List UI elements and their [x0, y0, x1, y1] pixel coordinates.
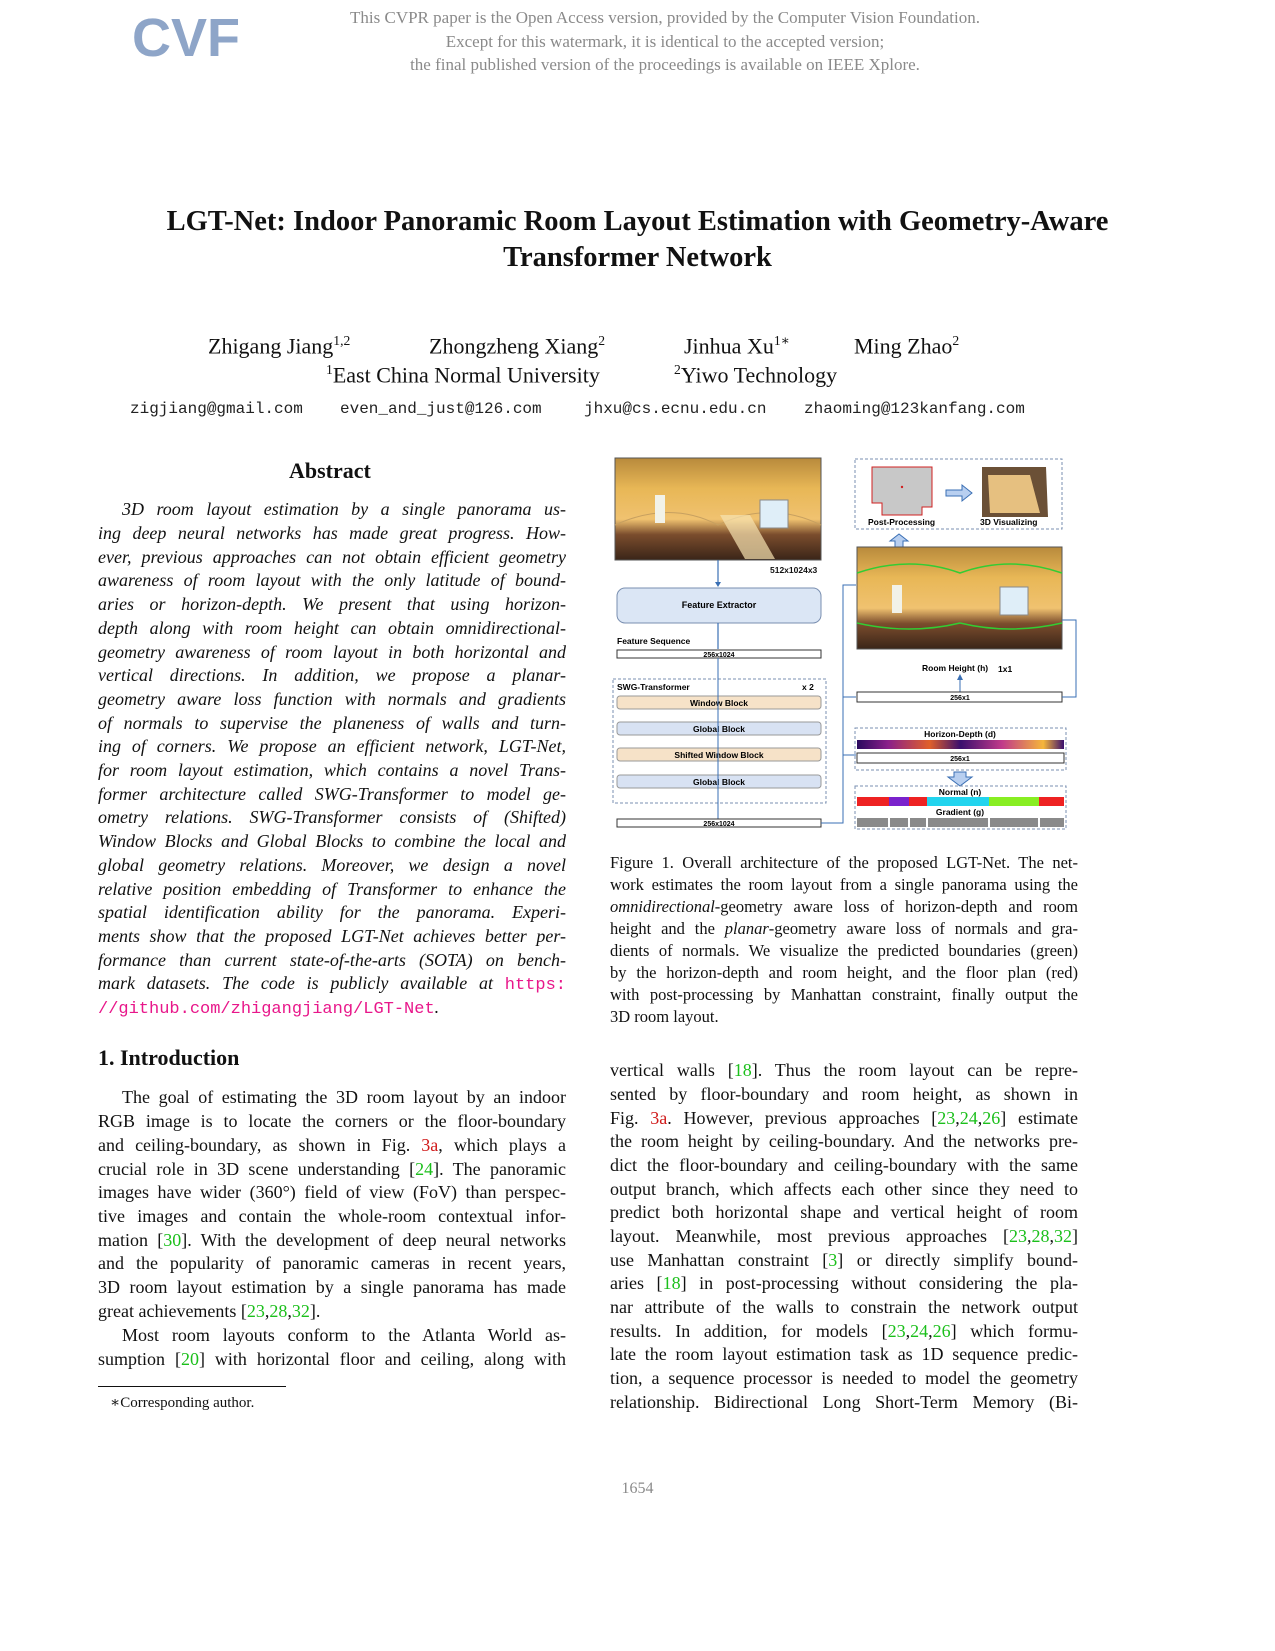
caption-italic: planar — [724, 919, 769, 938]
text-span: ] with horizontal floor and ceiling, along with — [198, 1349, 566, 1369]
text-span: ] in post-processing without considering the pla- — [680, 1273, 1078, 1293]
cvf-logo-text: CVF — [132, 8, 240, 68]
page-number: 1654 — [621, 1480, 654, 1497]
abstract-line: spatial identification ability for the panorama. Experi- — [98, 902, 566, 922]
visualizing-label: 3D Visualizing — [980, 517, 1038, 527]
body-line: sented by floor-boundary and room height, as shown in — [610, 1084, 1078, 1104]
abstract-line: ments show that the proposed LGT-Net achieves better per- — [98, 926, 566, 946]
paper-title — [60, 204, 1215, 276]
architecture-figure — [610, 455, 1080, 835]
author — [684, 333, 790, 359]
citation-link[interactable]: 26 — [932, 1321, 951, 1341]
text-span: and ceiling-boundary, as shown in Fig. — [98, 1135, 422, 1155]
normal-colorbar — [857, 797, 1064, 806]
text-span: use Manhattan constraint [ — [610, 1250, 829, 1270]
intro-line: images have wider (360°) field of view (FoV) than perspec- — [98, 1182, 566, 1202]
caption-text: -geometry aware loss of horizon-depth and room — [714, 897, 1078, 916]
figure-caption-line: with post-processing by Manhattan constraint, finally output the — [610, 985, 1078, 1004]
body-line — [610, 1058, 1078, 1082]
room-height-size-label: 1x1 — [998, 664, 1013, 674]
text-span: crucial role in 3D scene understanding [ — [98, 1159, 416, 1179]
abstract-line — [98, 971, 566, 995]
process-arrow — [946, 485, 972, 501]
text-span: vertical walls [ — [610, 1060, 734, 1080]
watermark-line: This CVPR paper is the Open Access version, provided by the Computer Vision Foundation. — [350, 8, 980, 27]
watermark — [240, 6, 1090, 77]
post-processing-label: Post-Processing — [868, 517, 936, 527]
text-span: ]. The panoramic — [433, 1159, 566, 1179]
body-line: nar attribute of the walls to constrain the network output — [610, 1297, 1078, 1317]
text-span: great achievements [ — [98, 1301, 247, 1321]
out-size-label: 256x1024 — [703, 821, 735, 828]
horizon-depth-label: Horizon-Depth (d) — [924, 729, 996, 739]
body-line: dict the floor-boundary and ceiling-boundary with the same — [610, 1155, 1078, 1175]
figure-caption-line: 3D room layout. — [610, 1007, 719, 1026]
citation-link[interactable]: 24 — [910, 1321, 929, 1341]
title-line: Transformer Network — [503, 242, 772, 273]
room-height-seq-label: 256x1 — [950, 695, 970, 702]
abstract-line-end: . — [434, 997, 440, 1017]
citation-link[interactable]: 32 — [1054, 1226, 1072, 1246]
body-line: output branch, which affects each other since they need to — [610, 1179, 1078, 1199]
horizon-depth-colorbar — [857, 740, 1064, 749]
abstract-line: Window Blocks and Global Blocks to combine the local and — [98, 831, 566, 851]
email: jhxu@cs.ecnu.edu.cn — [584, 400, 767, 418]
body-line: results. In addition, for models [23,24,26] which formu- — [610, 1321, 1078, 1341]
footnote-rule — [98, 1386, 286, 1387]
text-span: aries [ — [610, 1273, 663, 1293]
connector-line — [1062, 620, 1076, 697]
figure-ref-link[interactable]: 3a — [650, 1108, 668, 1128]
abstract-line: geometry aware loss function with normals and gradients — [98, 689, 566, 709]
citation-link[interactable]: 3 — [828, 1250, 838, 1270]
abstract-line: formance than current state-of-the-arts (SOTA) on bench- — [98, 950, 566, 970]
text-span: ]. — [309, 1301, 321, 1321]
abstract-line: former architecture called SWG-Transformer to model ge- — [98, 784, 566, 804]
body-line — [610, 1271, 1078, 1295]
intro-line: great achievements [23,28,32]. — [98, 1301, 321, 1321]
abstract-line-text: mark datasets. The code is publicly available at — [98, 973, 493, 993]
citation-link[interactable]: 24 — [959, 1108, 978, 1128]
citation-link[interactable]: 23 — [246, 1301, 265, 1321]
abstract-line: global geometry relations. Moreover, we design a novel — [98, 855, 566, 875]
intro-line: tive images and contain the whole-room contextual infor- — [98, 1206, 566, 1226]
text-span: ] or directly simplify bound- — [837, 1250, 1078, 1270]
figure-caption-line: dients of normals. We visualize the predicted boundaries (green) — [610, 941, 1078, 960]
caption-text: height and the — [610, 919, 725, 938]
output-panorama — [857, 547, 1062, 649]
intro-line — [98, 1157, 566, 1181]
author — [854, 333, 959, 359]
author-name: Zhigang Jiang — [208, 333, 334, 359]
abstract-line: 3D room layout estimation by a single panorama us- — [122, 499, 566, 519]
cvf-logo — [132, 8, 240, 70]
citation-link[interactable]: 23 — [937, 1108, 956, 1128]
intro-line — [98, 1133, 566, 1157]
email: even_and_just@126.com — [340, 400, 542, 418]
citation-link[interactable]: 28 — [269, 1301, 288, 1321]
intro-line: and the popularity of panoramic cameras in recent years, — [98, 1253, 566, 1273]
normal-label: Normal (n) — [938, 787, 982, 797]
intro-line: The goal of estimating the 3D room layout by an indoor — [122, 1087, 566, 1107]
abstract-line: ing deep neural networks has made great progress. How- — [98, 523, 566, 543]
up-arrow — [890, 534, 908, 547]
intro-line — [98, 1228, 566, 1252]
author-name: Jinhua Xu — [684, 333, 774, 359]
body-line: Fig. 3a. However, previous approaches [23,24,26] estimate — [610, 1108, 1078, 1128]
input-size-label: 512x1024x3 — [770, 565, 818, 575]
body-line — [610, 1248, 1078, 1272]
text-span: mation [ — [98, 1230, 164, 1250]
caption-text: -geometry aware loss of normals and gra- — [768, 919, 1078, 938]
affiliation — [674, 362, 837, 388]
intro-line: Most room layouts conform to the Atlanta World as- — [122, 1325, 566, 1345]
abstract-line: ometry relations. SWG-Transformer consists of (Shifted) — [98, 807, 566, 827]
room-height-label: Room Height (h) — [922, 663, 989, 673]
citation-link[interactable]: 23 — [1009, 1226, 1027, 1246]
citation-link[interactable]: 24 — [415, 1159, 434, 1179]
author-sup: 2 — [952, 333, 960, 348]
author — [429, 333, 605, 359]
title-line: LGT-Net: Indoor Panoramic Room Layout Estimation with Geometry-Aware — [166, 206, 1109, 237]
citation-link[interactable]: 32 — [291, 1301, 310, 1321]
abstract-line: ing of corners. We propose an efficient network, LGT-Net, — [98, 736, 566, 756]
citation-link[interactable]: 18 — [662, 1273, 681, 1293]
abstract-line: depth along with room height can obtain omnidirectional- — [98, 618, 566, 638]
flow-arrow-head — [715, 582, 721, 587]
figure-ref-link[interactable]: 3a — [421, 1135, 439, 1155]
author-sup: 1∗ — [773, 333, 790, 348]
code-url-link[interactable]: //github.com/zhigangjiang/LGT-Net — [98, 1000, 435, 1019]
body-line: the room height by ceiling-boundary. And the networks pre- — [610, 1131, 1078, 1151]
citation-link[interactable]: 26 — [982, 1108, 1001, 1128]
text-span: results. In addition, for models [ — [610, 1321, 888, 1341]
abstract-line: vertical directions. In addition, we propose a planar- — [98, 665, 566, 685]
intro-line: RGB image is to locate the corners or the floor-boundary — [98, 1111, 566, 1131]
text-span: ] estimate — [1000, 1108, 1078, 1128]
affiliation-name: East China Normal University — [332, 362, 600, 388]
citation-link[interactable]: 20 — [180, 1349, 199, 1369]
global-block-label: Global Block — [693, 777, 745, 787]
horizon-depth-seq-label: 256x1 — [950, 756, 970, 763]
abstract-heading: Abstract — [289, 458, 371, 483]
text-span: ]. Thus the room layout can be repre- — [751, 1060, 1078, 1080]
swg-repeat-label: x 2 — [802, 682, 814, 692]
swg-label: SWG-Transformer — [617, 682, 690, 692]
abstract-line: relative position embedding of Transformer to enhance the — [98, 879, 566, 899]
abstract-line: of normals to supervise the planeness of walls and turn- — [98, 713, 566, 733]
figure-caption-line — [610, 896, 1078, 918]
text-span: , which plays a — [438, 1135, 566, 1155]
camera-dot — [901, 486, 903, 488]
author-name: Zhongzheng Xiang — [429, 333, 599, 359]
gradient-label: Gradient (g) — [935, 807, 985, 817]
intro-heading: 1. Introduction — [98, 1045, 240, 1070]
abstract-line: ever, previous approaches can not obtain efficient geometry — [98, 547, 566, 567]
abstract-line: aries or horizon-depth. We present that using horizon- — [98, 594, 566, 614]
abstract-line — [98, 995, 439, 1022]
body-line: layout. Meanwhile, most previous approaches [23,28,32] — [610, 1226, 1078, 1246]
text-span: layout. Meanwhile, most previous approaches [ — [610, 1226, 1009, 1246]
author-sup: 1,2 — [333, 333, 351, 348]
window-block-label: Window Block — [689, 698, 749, 708]
text-span: ] which formu- — [950, 1321, 1078, 1341]
abstract-line: awareness of room layout with the only latitude of bound- — [98, 570, 566, 590]
affiliation — [326, 362, 600, 388]
global-block-label: Global Block — [693, 724, 745, 734]
figure-caption-line: Figure 1. Overall architecture of the proposed LGT-Net. The net- — [610, 853, 1078, 872]
text-span: Fig. — [610, 1108, 651, 1128]
footnote: ∗Corresponding author. — [110, 1395, 255, 1411]
text-span: ]. With the development of deep neural networks — [181, 1230, 566, 1250]
body-line: predict both horizontal shape and vertical height of room — [610, 1202, 1078, 1222]
intro-line — [98, 1347, 566, 1371]
intro-line: 3D room layout estimation by a single panorama has made — [98, 1277, 566, 1297]
caption-italic: omnidirectional — [610, 897, 715, 916]
figure-caption-line — [610, 918, 1078, 940]
body-line: tion, a sequence processor is needed to model the geometry — [610, 1368, 1078, 1388]
abstract-line: for room layout estimation, which contains a novel Trans- — [98, 760, 566, 780]
affiliation-name: Yiwo Technology — [680, 362, 838, 388]
author-sup: 2 — [598, 333, 606, 348]
author-name: Ming Zhao — [854, 333, 953, 359]
email: zigjiang@gmail.com — [130, 400, 303, 418]
body-line: relationship. Bidirectional Long Short-Term Memory (Bi- — [610, 1392, 1078, 1412]
author — [208, 333, 350, 359]
down-arrow — [948, 772, 972, 786]
feature-sequence-label: Feature Sequence — [617, 636, 691, 646]
text-span: ] — [1072, 1226, 1078, 1246]
email: zhaoming@123kanfang.com — [804, 400, 1025, 418]
citation-link[interactable]: 28 — [1031, 1226, 1050, 1246]
feature-extractor-label: Feature Extractor — [681, 600, 757, 610]
flow-arrow-head — [957, 674, 963, 680]
gradient-colorbar — [857, 818, 1064, 827]
abstract-line: geometry awareness of room layout in both horizontal and — [98, 642, 566, 662]
affiliation-sup: 2 — [674, 362, 681, 377]
watermark-line: the final published version of the proceedings is available on IEEE Xplore. — [410, 55, 920, 74]
citation-link[interactable]: 23 — [887, 1321, 906, 1341]
text-span: sumption [ — [98, 1349, 181, 1369]
affiliation-sup: 1 — [326, 362, 333, 377]
body-line: late the room layout estimation task as 1D sequence predic- — [610, 1344, 1078, 1364]
citation-link[interactable]: 30 — [163, 1230, 182, 1250]
seq-size-label: 256x1024 — [703, 652, 735, 659]
text-span: . However, previous approaches [ — [667, 1108, 938, 1128]
figure-caption-line: work estimates the room layout from a single panorama using the — [610, 875, 1078, 894]
figure-caption-line: by the horizon-depth and room height, and the floor plan (red) — [610, 963, 1078, 982]
citation-link[interactable]: 18 — [733, 1060, 752, 1080]
code-url-link[interactable]: https: — [504, 976, 566, 995]
watermark-line: Except for this watermark, it is identical to the accepted version; — [445, 31, 885, 51]
input-panorama — [615, 458, 821, 560]
shifted-window-block-label: Shifted Window Block — [674, 750, 764, 760]
floor-plan-shape — [872, 467, 932, 515]
